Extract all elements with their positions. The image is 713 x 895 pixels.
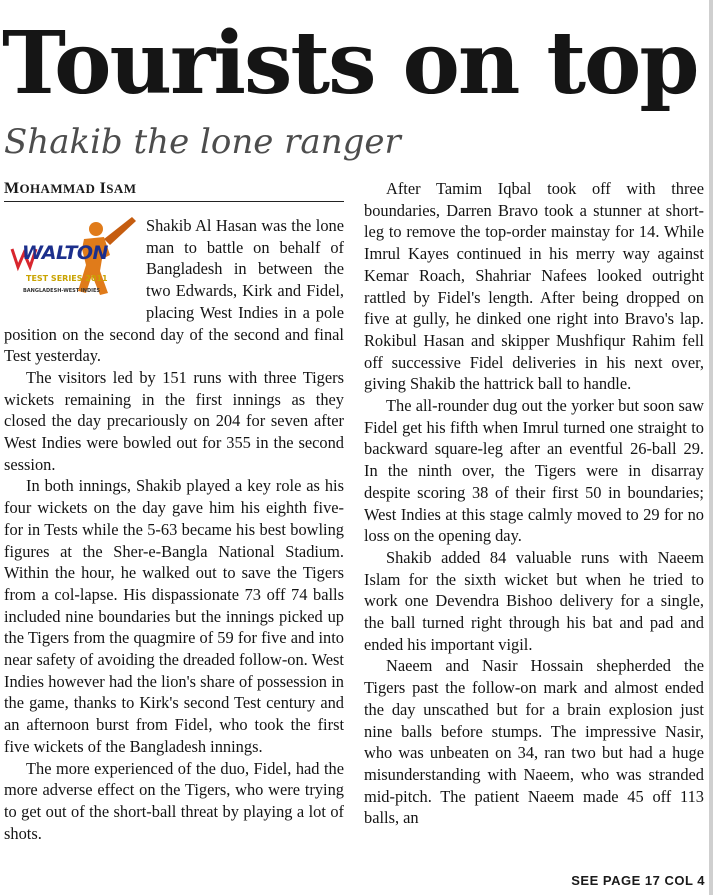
byline-initial-last: I xyxy=(99,180,107,197)
jump-line: SEE PAGE 17 COL 4 xyxy=(571,873,705,888)
article-column-2 xyxy=(364,178,704,829)
paragraph: The all-rounder dug out the yorker but soon saw Fidel get his fifth when Imrul turned one straight to backward square-leg after an eventful 26-ball 29. In the ninth over, the Tigers were in disarray despite scoring 38 of their first 50 in boundaries; West Indies at this stage calmly moved to 29 for no loss on the opening day. xyxy=(364,396,704,546)
paragraph: In both innings, Shakib played a key role as his four wickets on the day gave him his eighth five-for in Tests while the 5-63 became his best bowling figures at the Sher-e-Bangla National Stadium. Within the hour, he walked out to save the Tigers from a col-lapse. His dispassionate 73 off 74 balls included nine boundaries but the innings picked up the Tigers from the quagmire of 59 for five and into near safety of avoiding the dreaded follow-on. West Indies however had the lion's share of possession in the game, thanks to Kirk's second Test century and an afternoon burst from Fidel, who took the first five wickets of the Bangladesh innings. xyxy=(4,476,344,756)
paragraph: The visitors led by 151 runs with three Tigers wickets remaining in the first innings as they closed the day precariously on 204 for seven after West Indies were bowled out for 355 in the second session. xyxy=(4,367,344,474)
byline xyxy=(4,180,344,202)
logo-series-text: TEST SERIES 2011 xyxy=(26,274,108,283)
paragraph: Shakib Al Hasan was the lone man to battle on behalf of Bangladesh in between the two Edwards, Kirk and Fidel, placing West Indies in a pole position on the second day of the second and final Test yesterday. xyxy=(4,216,344,366)
headline: Tourists on top xyxy=(2,13,698,114)
logo-teams-text: BANGLADESH-WEST INDIES xyxy=(23,288,100,294)
paragraph: After Tamim Iqbal took off with three boundaries, Darren Bravo took a stunner at short-leg to remove the top-order mainstay for 14. While Imrul Kayes continued in his merry way against Kemar Roach, Shahriar Nafees looked outright rattled by Fidel's length. After being dropped on five at gully, he dinked one right into Bravo's lap. Rokibul Hasan and skipper Mushfiqur Rahim fell off successive Fidel deliveries in his next over, giving Shakib the hattrick ball to handle. xyxy=(364,179,704,394)
paragraph: Shakib added 84 valuable runs with Naeem Islam for the sixth wicket but when he tried to work one Devendra Bishoo delivery for a single, the ball turned right through his bat and pad and ended his important vigil. xyxy=(364,547,704,654)
paragraph: The more experienced of the duo, Fidel, had the more adverse effect on the Tigers, who were trying to get out of the short-ball threat by playing a lot of shots. xyxy=(4,758,344,843)
walton-test-series-logo xyxy=(4,215,140,299)
page-edge-divider xyxy=(709,0,713,895)
byline-last-name-rest: SAM xyxy=(106,181,137,196)
logo-brand-text: WALTON xyxy=(22,242,108,264)
article-column-1 xyxy=(4,215,344,844)
subheadline: Shakib the lone ranger xyxy=(4,122,401,162)
byline-first-name-rest: OHAMMAD xyxy=(19,181,96,196)
byline-initial-first: M xyxy=(4,180,20,197)
paragraph: Naeem and Nasir Hossain shepherded the Tigers past the follow-on mark and almost ended the day unscathed but for a brain explosion just nine balls before stumps. The impressive Nasir, who was unbeaten on 34, ran two but had a huge misunderstanding with Naeem, who was stranded mid-pitch. The patient Naeem made 45 off 113 balls, an xyxy=(364,656,704,828)
